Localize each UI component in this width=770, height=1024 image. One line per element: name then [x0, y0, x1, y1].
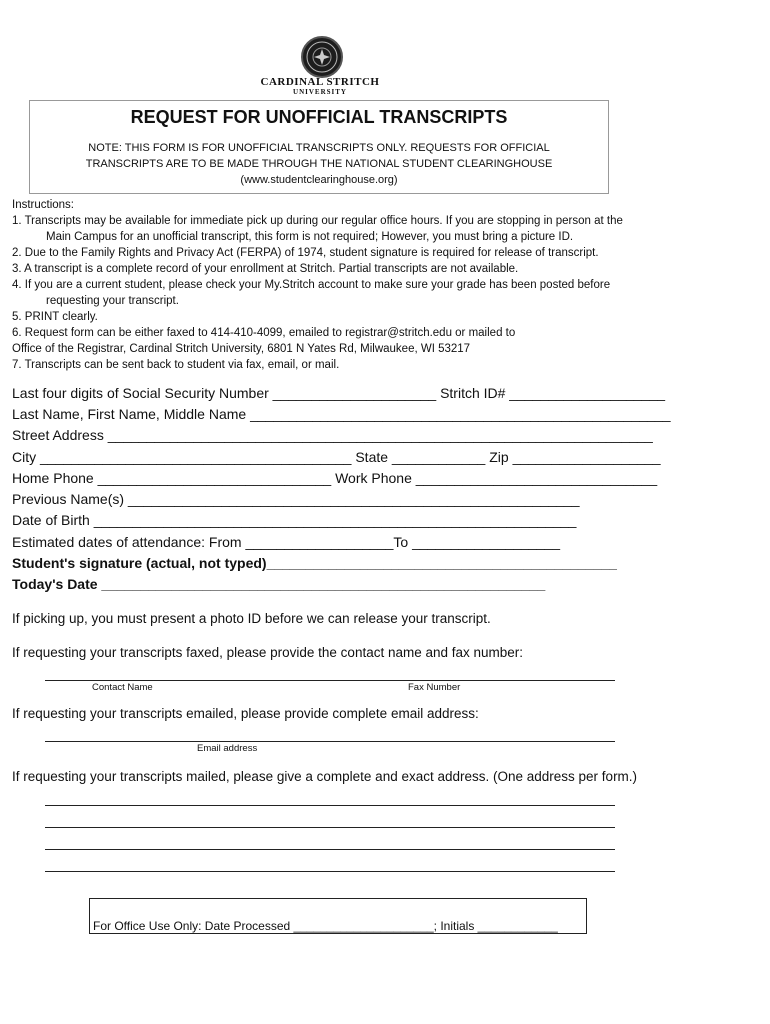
todays-date-field[interactable]: Today's Date _________________________________________________________ [12, 576, 546, 592]
clearinghouse-note [29, 140, 609, 188]
mail-address-line-4[interactable] [45, 871, 615, 872]
ssn-stritch-id-field[interactable]: Last four digits of Social Security Number _____________________ Stritch ID# ____________________ [12, 385, 666, 401]
instruction-1-cont: Main Campus for an unofficial transcript, this form is not required; However, you must bring a picture ID. [46, 231, 574, 243]
university-logo-subtitle: UNIVERSITY [293, 88, 347, 96]
instructions [12, 197, 762, 373]
instruction-4-cont: requesting your transcript. [46, 295, 179, 307]
full-name-field[interactable]: Last Name, First Name, Middle Name ______________________________________________________ [12, 406, 671, 422]
fax-number-caption: Fax Number [408, 682, 461, 693]
university-logo-name: CARDINAL STRITCH [260, 76, 380, 88]
page-title: REQUEST FOR UNOFFICIAL TRANSCRIPTS [130, 107, 508, 127]
instruction-6: 6. Request form can be either faxed to 414-410-4099, emailed to registrar@stritch.edu or mailed to [12, 327, 516, 339]
phone-field[interactable]: Home Phone ______________________________ Work Phone _______________________________ [12, 470, 658, 486]
fax-prompt: If requesting your transcripts faxed, please provide the contact name and fax number: [12, 645, 524, 660]
instruction-4: 4. If you are a current student, please check your My.Stritch account to make sure your grade has been posted before [12, 279, 611, 291]
instructions-heading: Instructions: [12, 199, 74, 211]
attendance-dates-field[interactable]: Estimated dates of attendance: From ___________________To ___________________ [12, 534, 561, 550]
mail-prompt: If requesting your transcripts mailed, please give a complete and exact address. (One address per form.) [12, 769, 638, 784]
instruction-7: 7. Transcripts can be sent back to student via fax, email, or mail. [12, 359, 340, 371]
university-seal-icon [301, 36, 343, 78]
previous-names-field[interactable]: Previous Name(s) __________________________________________________________ [12, 491, 580, 507]
mail-address-line-1[interactable] [45, 805, 615, 806]
city-state-zip-field[interactable]: City ________________________________________ State ____________ Zip ___________________ [12, 449, 661, 465]
student-signature-field[interactable]: Student's signature (actual, not typed)_____________________________________________ [12, 555, 617, 571]
mail-address-line-3[interactable] [45, 849, 615, 850]
instruction-6-cont: Office of the Registrar, Cardinal Stritch University, 6801 N Yates Rd, Milwaukee, WI 53217 [12, 343, 471, 355]
street-address-field[interactable]: Street Address ______________________________________________________________________ [12, 427, 653, 443]
email-prompt: If requesting your transcripts emailed, please provide complete email address: [12, 706, 479, 721]
instruction-2: 2. Due to the Family Rights and Privacy Act (FERPA) of 1974, student signature is required for release of transcript. [12, 247, 599, 259]
note-line-1: NOTE: THIS FORM IS FOR UNOFFICIAL TRANSCRIPTS ONLY. REQUESTS FOR OFFICIAL [88, 142, 550, 154]
fax-contact-line[interactable] [45, 680, 615, 681]
pickup-notice: If picking up, you must present a photo ID before we can release your transcript. [12, 611, 491, 626]
note-line-3: (www.studentclearinghouse.org) [240, 174, 398, 186]
instruction-3: 3. A transcript is a complete record of your enrollment at Stritch. Partial transcripts are not available. [12, 263, 519, 275]
instruction-5: 5. PRINT clearly. [12, 311, 98, 323]
contact-name-caption: Contact Name [92, 682, 153, 693]
note-line-2: TRANSCRIPTS ARE TO BE MADE THROUGH THE NATIONAL STUDENT CLEARINGHOUSE [85, 158, 553, 170]
mail-address-line-2[interactable] [45, 827, 615, 828]
instruction-1: 1. Transcripts may be available for immediate pick up during our regular office hours. If you are stopping in person at the [12, 215, 623, 227]
email-line[interactable] [45, 741, 615, 742]
email-caption: Email address [197, 743, 258, 754]
date-of-birth-field[interactable]: Date of Birth ______________________________________________________________ [12, 512, 577, 528]
office-use-text: For Office Use Only: Date Processed _____________________; Initials ____________ [93, 919, 558, 933]
